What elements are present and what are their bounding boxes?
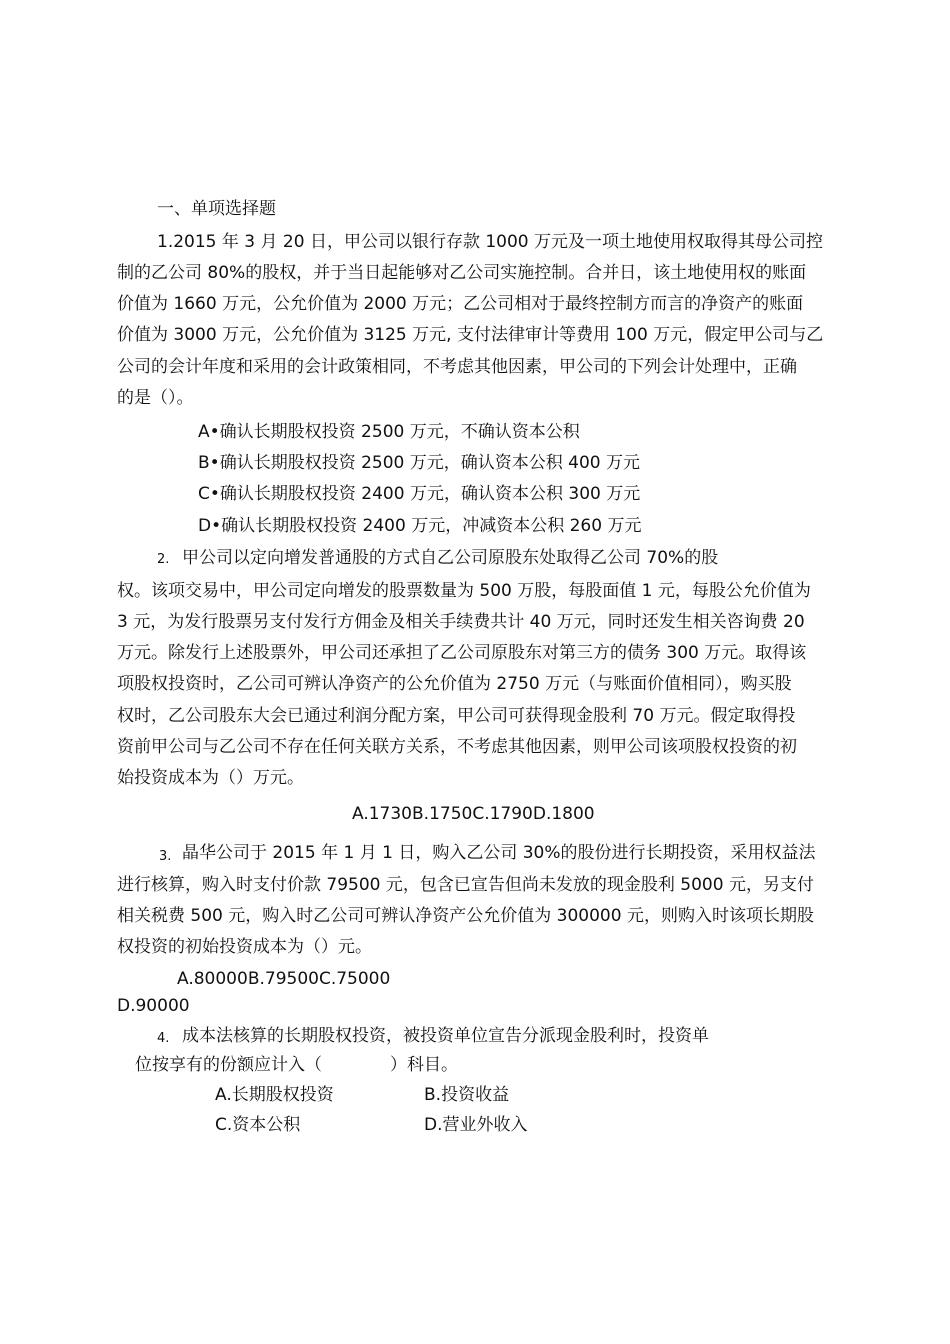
q1-option-c: C•确认长期股权投资 2400 万元，确认资本公积 300 万元: [198, 484, 641, 504]
q1-line-6: 的是（）。: [117, 388, 194, 408]
q3-line-3: 相关税费 500 元，购入时乙公司可辨认净资产公允价值为 300000 元，则购入时该项长期股: [117, 906, 814, 926]
q2-line-6: 权时，乙公司股东大会已通过利润分配方案，甲公司可获得现金股利 70 万元。假定取得投: [117, 706, 796, 726]
q2-line-2: 权。该项交易中，甲公司定向增发的股票数量为 500 万股，每股面值 1 元，每股公允价值为: [117, 581, 811, 601]
q3-options-line-1: A.80000B.79500C.75000: [177, 969, 391, 989]
q1-line-2: 制的乙公司 80%的股权，并于当日起能够对乙公司实施控制。合并日，该土地使用权的账面: [117, 263, 807, 283]
q3-line-4: 权投资的初始投资成本为（）元。: [117, 937, 372, 957]
q4-line-2: 位按享有的份额应计入（ ）科目。: [135, 1055, 458, 1075]
q1-line-5: 公司的会计年度和采用的会计政策相同，不考虑其他因素，甲公司的下列会计处理中，正确: [117, 357, 797, 377]
q2-number: 2.: [157, 552, 170, 567]
q3-number: 3.: [159, 849, 172, 864]
q2-line-8: 始投资成本为（）万元。: [117, 768, 304, 788]
q3-line-2: 进行核算，购入时支付价款 79500 元，包含已宣告但尚未发放的现金股利 5000 元，另支付: [117, 875, 814, 895]
q2-line-3: 3 元，为发行股票另支付发行方佣金及相关手续费共计 40 万元，同时还发生相关咨询费 20: [117, 612, 805, 632]
q4-number: 4.: [157, 1031, 170, 1046]
q2-line-5: 项股权投资时，乙公司可辨认净资产的公允价值为 2750 万元（与账面价值相同），购买股: [117, 674, 792, 694]
q4-option-b: B.投资收益: [424, 1085, 510, 1105]
q3-line-1: 晶华公司于 2015 年 1 月 1 日，购入乙公司 30%的股份进行长期投资，采用权益法: [182, 843, 816, 863]
q2-line-1: 甲公司以定向增发普通股的方式自乙公司原股东处取得乙公司 70%的股: [182, 548, 719, 568]
section-title: 一、单项选择题: [157, 199, 276, 219]
q2-line-4: 万元。除发行上述股票外，甲公司还承担了乙公司原股东对第三方的债务 300 万元。取得该: [117, 643, 807, 663]
q1-option-b: B•确认长期股权投资 2500 万元，确认资本公积 400 万元: [198, 453, 641, 473]
q1-line-4: 价值为 3000 万元，公允价值为 3125 万元, 支付法律审计等费用 100 万元，假定甲公司与乙: [117, 325, 824, 345]
q1-option-a: A•确认长期股权投资 2500 万元，不确认资本公积: [198, 422, 580, 442]
q1-line-3: 价值为 1660 万元，公允价值为 2000 万元；乙公司相对于最终控制方而言的净资产的账面: [117, 294, 804, 314]
q4-option-d: D.营业外收入: [424, 1115, 528, 1135]
q4-option-a: A.长期股权投资: [215, 1085, 334, 1105]
q4-line-1: 成本法核算的长期股权投资，被投资单位宣告分派现金股利时，投资单: [182, 1026, 709, 1046]
q4-option-c: C.资本公积: [215, 1115, 301, 1135]
q1-option-d: D•确认长期股权投资 2400 万元，冲减资本公积 260 万元: [198, 516, 642, 536]
q2-options: A.1730B.1750C.1790D.1800: [352, 804, 595, 824]
q2-line-7: 资前甲公司与乙公司不存在任何关联方关系，不考虑其他因素，则甲公司该项股权投资的初: [117, 737, 797, 757]
q3-options-line-2: D.90000: [117, 996, 190, 1016]
q1-line-1: 1.2015 年 3 月 20 日，甲公司以银行存款 1000 万元及一项土地使用权取得其母公司控: [157, 232, 824, 252]
